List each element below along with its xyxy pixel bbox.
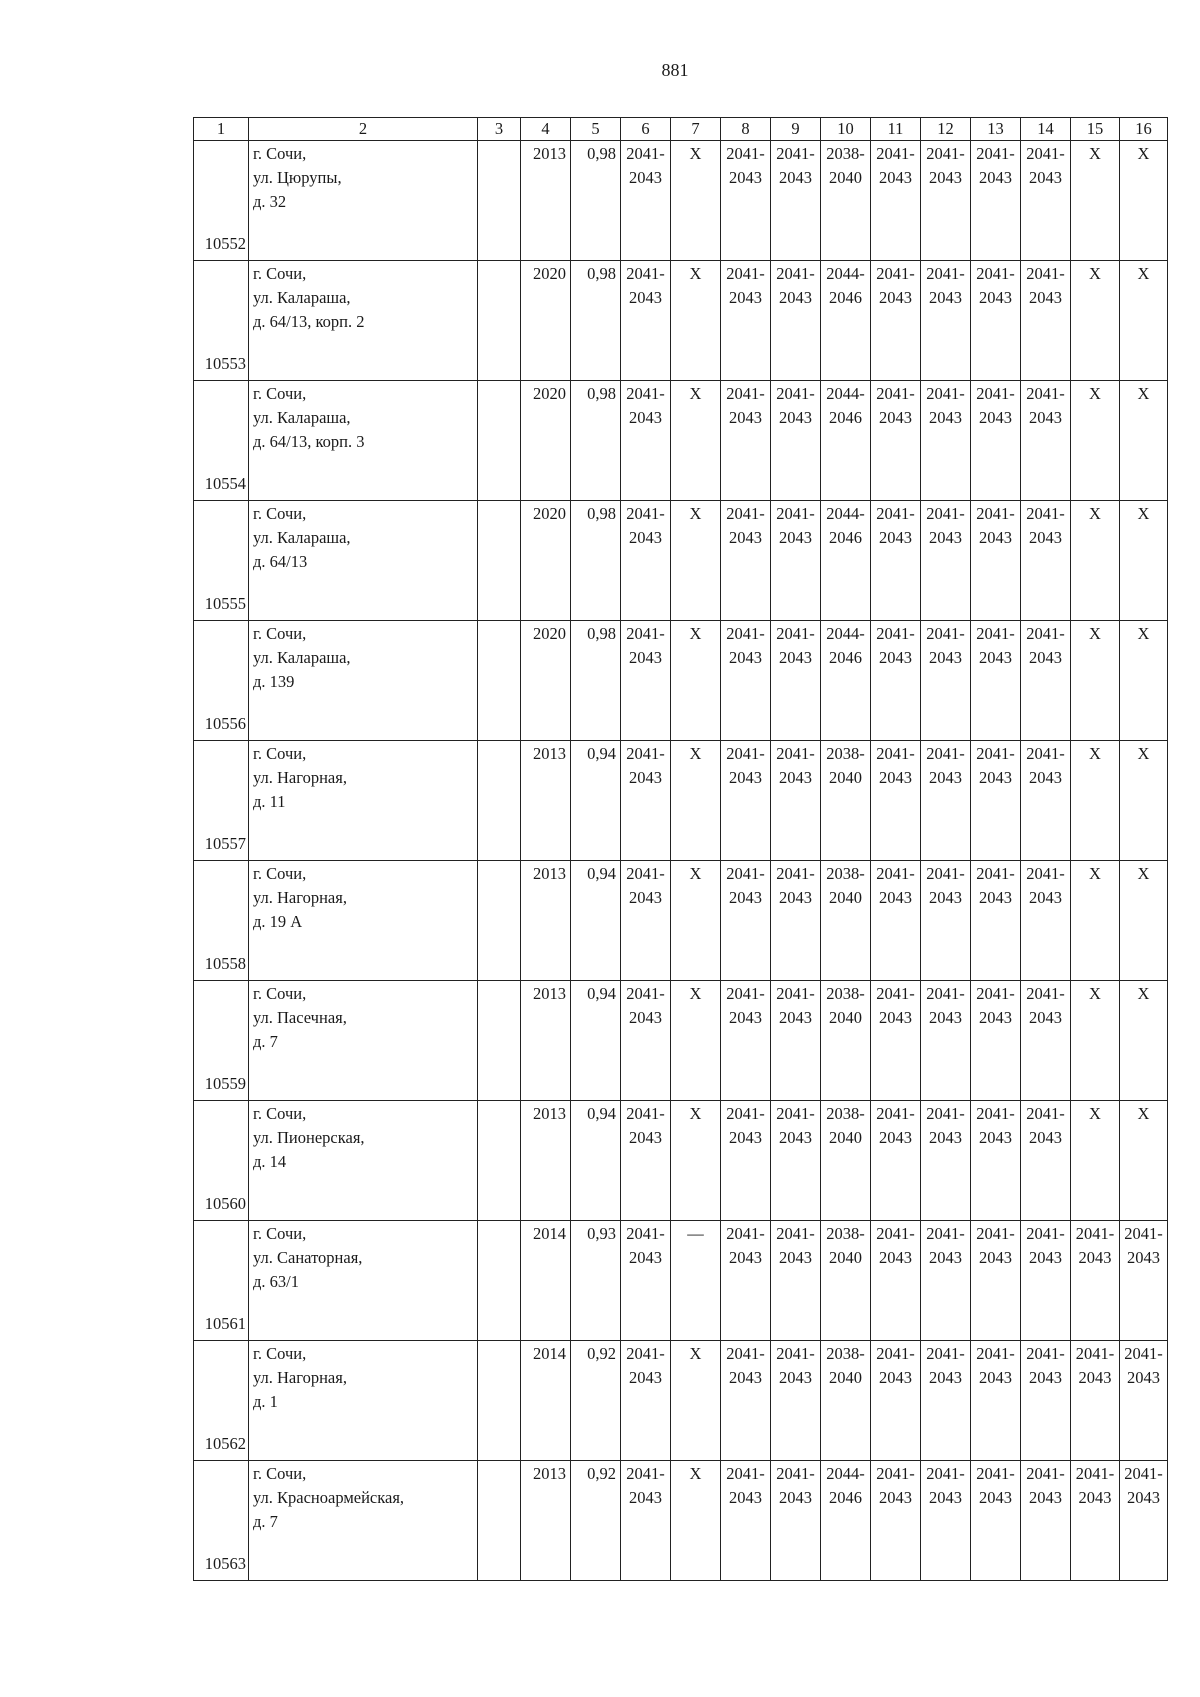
cell-col-3 xyxy=(478,741,521,861)
cell-col-11: 2041- 2043 xyxy=(871,1221,921,1341)
cell-col-9: 2041- 2043 xyxy=(771,261,821,381)
address-line: д. 64/13, корп. 2 xyxy=(253,312,365,331)
cell-col-14: 2041- 2043 xyxy=(1021,1101,1071,1221)
cell-col-12: 2041- 2043 xyxy=(921,381,971,501)
cell-col-7: X xyxy=(671,981,721,1101)
cell-col-12: 2041- 2043 xyxy=(921,741,971,861)
column-header: 3 xyxy=(478,118,521,141)
address-line: ул. Нагорная, xyxy=(253,768,347,787)
cell-col-7: X xyxy=(671,1341,721,1461)
address-line: г. Сочи, xyxy=(253,144,307,163)
column-header: 5 xyxy=(571,118,621,141)
cell-col-15: X xyxy=(1071,261,1120,381)
row-number: 10558 xyxy=(194,861,249,981)
address-line: д. 32 xyxy=(253,192,287,211)
cell-col-13: 2041- 2043 xyxy=(971,1101,1021,1221)
row-number: 10559 xyxy=(194,981,249,1101)
cell-col-5: 0,94 xyxy=(571,861,621,981)
cell-col-10: 2044- 2046 xyxy=(821,381,871,501)
cell-col-5: 0,98 xyxy=(571,621,621,741)
address-line: г. Сочи, xyxy=(253,504,307,523)
cell-col-8: 2041- 2043 xyxy=(721,501,771,621)
column-header: 4 xyxy=(521,118,571,141)
cell-col-11: 2041- 2043 xyxy=(871,261,921,381)
cell-col-10: 2038- 2040 xyxy=(821,141,871,261)
cell-col-4: 2013 xyxy=(521,141,571,261)
cell-col-3 xyxy=(478,1341,521,1461)
cell-col-6: 2041- 2043 xyxy=(621,261,671,381)
column-header: 7 xyxy=(671,118,721,141)
address-line: ул. Красноармейская, xyxy=(253,1488,405,1507)
address-line: г. Сочи, xyxy=(253,384,307,403)
cell-col-12: 2041- 2043 xyxy=(921,141,971,261)
address-line: г. Сочи, xyxy=(253,1224,307,1243)
cell-col-11: 2041- 2043 xyxy=(871,1461,921,1581)
cell-col-9: 2041- 2043 xyxy=(771,981,821,1101)
cell-col-13: 2041- 2043 xyxy=(971,861,1021,981)
address-line: г. Сочи, xyxy=(253,1344,307,1363)
address-line: г. Сочи, xyxy=(253,1104,307,1123)
cell-col-16: X xyxy=(1120,861,1168,981)
table-row xyxy=(194,1341,1168,1461)
address-cell xyxy=(249,861,478,981)
cell-col-13: 2041- 2043 xyxy=(971,741,1021,861)
cell-col-15: X xyxy=(1071,861,1120,981)
cell-col-4: 2013 xyxy=(521,741,571,861)
address-line: г. Сочи, xyxy=(253,864,307,883)
cell-col-7: X xyxy=(671,381,721,501)
row-number: 10562 xyxy=(194,1341,249,1461)
cell-col-10: 2038- 2040 xyxy=(821,741,871,861)
cell-col-16: 2041- 2043 xyxy=(1120,1221,1168,1341)
table-row xyxy=(194,861,1168,981)
cell-col-5: 0,98 xyxy=(571,261,621,381)
cell-col-13: 2041- 2043 xyxy=(971,381,1021,501)
cell-col-4: 2014 xyxy=(521,1341,571,1461)
cell-col-6: 2041- 2043 xyxy=(621,1221,671,1341)
address-line: д. 63/1 xyxy=(253,1272,299,1291)
cell-col-14: 2041- 2043 xyxy=(1021,141,1071,261)
column-header: 1 xyxy=(194,118,249,141)
cell-col-6: 2041- 2043 xyxy=(621,501,671,621)
address-line: д. 7 xyxy=(253,1512,278,1531)
row-number: 10561 xyxy=(194,1221,249,1341)
cell-col-9: 2041- 2043 xyxy=(771,141,821,261)
cell-col-4: 2013 xyxy=(521,1461,571,1581)
cell-col-11: 2041- 2043 xyxy=(871,621,921,741)
cell-col-16: X xyxy=(1120,141,1168,261)
cell-col-5: 0,98 xyxy=(571,141,621,261)
cell-col-3 xyxy=(478,1461,521,1581)
address-cell xyxy=(249,1341,478,1461)
cell-col-3 xyxy=(478,1221,521,1341)
cell-col-12: 2041- 2043 xyxy=(921,621,971,741)
column-header: 8 xyxy=(721,118,771,141)
address-line: д. 1 xyxy=(253,1392,278,1411)
cell-col-12: 2041- 2043 xyxy=(921,261,971,381)
cell-col-5: 0,92 xyxy=(571,1341,621,1461)
cell-col-10: 2038- 2040 xyxy=(821,861,871,981)
cell-col-4: 2020 xyxy=(521,381,571,501)
cell-col-6: 2041- 2043 xyxy=(621,1341,671,1461)
cell-col-10: 2044- 2046 xyxy=(821,261,871,381)
cell-col-7: X xyxy=(671,861,721,981)
table-row xyxy=(194,141,1168,261)
cell-col-6: 2041- 2043 xyxy=(621,981,671,1101)
address-cell xyxy=(249,261,478,381)
cell-col-11: 2041- 2043 xyxy=(871,1341,921,1461)
address-cell xyxy=(249,741,478,861)
cell-col-16: X xyxy=(1120,381,1168,501)
cell-col-14: 2041- 2043 xyxy=(1021,381,1071,501)
cell-col-7: X xyxy=(671,621,721,741)
cell-col-11: 2041- 2043 xyxy=(871,501,921,621)
cell-col-9: 2041- 2043 xyxy=(771,741,821,861)
cell-col-9: 2041- 2043 xyxy=(771,381,821,501)
cell-col-5: 0,94 xyxy=(571,981,621,1101)
cell-col-3 xyxy=(478,621,521,741)
cell-col-6: 2041- 2043 xyxy=(621,141,671,261)
cell-col-15: X xyxy=(1071,141,1120,261)
address-cell xyxy=(249,501,478,621)
address-cell xyxy=(249,981,478,1101)
column-header: 16 xyxy=(1120,118,1168,141)
cell-col-7: X xyxy=(671,261,721,381)
cell-col-4: 2014 xyxy=(521,1221,571,1341)
table-row xyxy=(194,741,1168,861)
row-number: 10560 xyxy=(194,1101,249,1221)
address-line: ул. Калараша, xyxy=(253,408,351,427)
cell-col-4: 2020 xyxy=(521,621,571,741)
cell-col-14: 2041- 2043 xyxy=(1021,621,1071,741)
cell-col-8: 2041- 2043 xyxy=(721,981,771,1101)
cell-col-13: 2041- 2043 xyxy=(971,501,1021,621)
address-line: д. 139 xyxy=(253,672,295,691)
table-row xyxy=(194,381,1168,501)
address-line: г. Сочи, xyxy=(253,744,307,763)
row-number: 10553 xyxy=(194,261,249,381)
cell-col-12: 2041- 2043 xyxy=(921,1341,971,1461)
address-line: д. 11 xyxy=(253,792,286,811)
cell-col-7: X xyxy=(671,501,721,621)
cell-col-7: X xyxy=(671,741,721,861)
cell-col-8: 2041- 2043 xyxy=(721,861,771,981)
cell-col-12: 2041- 2043 xyxy=(921,1101,971,1221)
cell-col-4: 2020 xyxy=(521,501,571,621)
column-header: 15 xyxy=(1071,118,1120,141)
header-row xyxy=(194,118,1168,141)
cell-col-14: 2041- 2043 xyxy=(1021,501,1071,621)
cell-col-15: X xyxy=(1071,1101,1120,1221)
cell-col-14: 2041- 2043 xyxy=(1021,741,1071,861)
cell-col-14: 2041- 2043 xyxy=(1021,1221,1071,1341)
table-row xyxy=(194,1461,1168,1581)
cell-col-14: 2041- 2043 xyxy=(1021,261,1071,381)
cell-col-14: 2041- 2043 xyxy=(1021,1341,1071,1461)
cell-col-12: 2041- 2043 xyxy=(921,1221,971,1341)
address-cell xyxy=(249,141,478,261)
cell-col-5: 0,92 xyxy=(571,1461,621,1581)
cell-col-13: 2041- 2043 xyxy=(971,981,1021,1101)
cell-col-10: 2038- 2040 xyxy=(821,981,871,1101)
cell-col-13: 2041- 2043 xyxy=(971,141,1021,261)
address-cell xyxy=(249,381,478,501)
row-number: 10563 xyxy=(194,1461,249,1581)
cell-col-10: 2038- 2040 xyxy=(821,1101,871,1221)
cell-col-5: 0,94 xyxy=(571,1101,621,1221)
cell-col-13: 2041- 2043 xyxy=(971,261,1021,381)
cell-col-12: 2041- 2043 xyxy=(921,1461,971,1581)
address-line: д. 7 xyxy=(253,1032,278,1051)
cell-col-10: 2038- 2040 xyxy=(821,1221,871,1341)
cell-col-5: 0,98 xyxy=(571,381,621,501)
address-cell xyxy=(249,1101,478,1221)
table-row xyxy=(194,501,1168,621)
cell-col-8: 2041- 2043 xyxy=(721,1341,771,1461)
row-number: 10556 xyxy=(194,621,249,741)
cell-col-10: 2044- 2046 xyxy=(821,501,871,621)
table-row xyxy=(194,621,1168,741)
cell-col-16: X xyxy=(1120,621,1168,741)
cell-col-15: X xyxy=(1071,741,1120,861)
cell-col-3 xyxy=(478,501,521,621)
cell-col-8: 2041- 2043 xyxy=(721,141,771,261)
cell-col-16: X xyxy=(1120,1101,1168,1221)
cell-col-8: 2041- 2043 xyxy=(721,1221,771,1341)
cell-col-15: X xyxy=(1071,621,1120,741)
table-row xyxy=(194,981,1168,1101)
cell-col-11: 2041- 2043 xyxy=(871,861,921,981)
address-line: д. 64/13 xyxy=(253,552,308,571)
cell-col-9: 2041- 2043 xyxy=(771,501,821,621)
cell-col-15: X xyxy=(1071,981,1120,1101)
cell-col-7: X xyxy=(671,141,721,261)
address-line: ул. Калараша, xyxy=(253,288,351,307)
cell-col-9: 2041- 2043 xyxy=(771,861,821,981)
cell-col-9: 2041- 2043 xyxy=(771,621,821,741)
address-cell xyxy=(249,621,478,741)
cell-col-15: 2041- 2043 xyxy=(1071,1221,1120,1341)
address-line: ул. Цюрупы, xyxy=(253,168,342,187)
cell-col-6: 2041- 2043 xyxy=(621,741,671,861)
cell-col-12: 2041- 2043 xyxy=(921,981,971,1101)
cell-col-16: X xyxy=(1120,741,1168,861)
address-line: г. Сочи, xyxy=(253,264,307,283)
address-line: г. Сочи, xyxy=(253,1464,307,1483)
cell-col-14: 2041- 2043 xyxy=(1021,861,1071,981)
cell-col-16: 2041- 2043 xyxy=(1120,1341,1168,1461)
column-header: 11 xyxy=(871,118,921,141)
cell-col-11: 2041- 2043 xyxy=(871,981,921,1101)
address-line: ул. Калараша, xyxy=(253,528,351,547)
cell-col-5: 0,93 xyxy=(571,1221,621,1341)
cell-col-16: X xyxy=(1120,981,1168,1101)
cell-col-13: 2041- 2043 xyxy=(971,621,1021,741)
cell-col-6: 2041- 2043 xyxy=(621,621,671,741)
cell-col-6: 2041- 2043 xyxy=(621,1461,671,1581)
address-line: ул. Пионерская, xyxy=(253,1128,365,1147)
cell-col-14: 2041- 2043 xyxy=(1021,981,1071,1101)
page-number: 881 xyxy=(661,60,689,80)
cell-col-10: 2044- 2046 xyxy=(821,1461,871,1581)
cell-col-3 xyxy=(478,141,521,261)
cell-col-7: X xyxy=(671,1101,721,1221)
address-line: ул. Пасечная, xyxy=(253,1008,347,1027)
address-line: ул. Калараша, xyxy=(253,648,351,667)
address-cell xyxy=(249,1461,478,1581)
cell-col-13: 2041- 2043 xyxy=(971,1341,1021,1461)
cell-col-11: 2041- 2043 xyxy=(871,741,921,861)
column-header: 13 xyxy=(971,118,1021,141)
cell-col-9: 2041- 2043 xyxy=(771,1341,821,1461)
cell-col-7: — xyxy=(671,1221,721,1341)
cell-col-15: 2041- 2043 xyxy=(1071,1461,1120,1581)
cell-col-8: 2041- 2043 xyxy=(721,1101,771,1221)
cell-col-8: 2041- 2043 xyxy=(721,621,771,741)
cell-col-8: 2041- 2043 xyxy=(721,1461,771,1581)
cell-col-16: X xyxy=(1120,501,1168,621)
column-header: 10 xyxy=(821,118,871,141)
column-header: 6 xyxy=(621,118,671,141)
cell-col-3 xyxy=(478,261,521,381)
data-table xyxy=(193,117,1168,1581)
cell-col-7: X xyxy=(671,1461,721,1581)
row-number: 10557 xyxy=(194,741,249,861)
cell-col-10: 2038- 2040 xyxy=(821,1341,871,1461)
address-line: ул. Нагорная, xyxy=(253,888,347,907)
table-row xyxy=(194,1101,1168,1221)
column-header: 12 xyxy=(921,118,971,141)
address-line: ул. Санаторная, xyxy=(253,1248,363,1267)
cell-col-12: 2041- 2043 xyxy=(921,861,971,981)
cell-col-6: 2041- 2043 xyxy=(621,1101,671,1221)
row-number: 10554 xyxy=(194,381,249,501)
cell-col-5: 0,94 xyxy=(571,741,621,861)
cell-col-16: 2041- 2043 xyxy=(1120,1461,1168,1581)
cell-col-4: 2020 xyxy=(521,261,571,381)
column-header: 2 xyxy=(249,118,478,141)
cell-col-16: X xyxy=(1120,261,1168,381)
cell-col-4: 2013 xyxy=(521,981,571,1101)
cell-col-4: 2013 xyxy=(521,1101,571,1221)
cell-col-3 xyxy=(478,1101,521,1221)
cell-col-9: 2041- 2043 xyxy=(771,1101,821,1221)
address-line: д. 14 xyxy=(253,1152,287,1171)
cell-col-15: 2041- 2043 xyxy=(1071,1341,1120,1461)
cell-col-8: 2041- 2043 xyxy=(721,381,771,501)
cell-col-12: 2041- 2043 xyxy=(921,501,971,621)
address-cell xyxy=(249,1221,478,1341)
column-header: 9 xyxy=(771,118,821,141)
table-row xyxy=(194,1221,1168,1341)
cell-col-11: 2041- 2043 xyxy=(871,1101,921,1221)
address-line: г. Сочи, xyxy=(253,984,307,1003)
cell-col-3 xyxy=(478,381,521,501)
cell-col-11: 2041- 2043 xyxy=(871,141,921,261)
cell-col-3 xyxy=(478,981,521,1101)
cell-col-15: X xyxy=(1071,501,1120,621)
row-number: 10555 xyxy=(194,501,249,621)
cell-col-5: 0,98 xyxy=(571,501,621,621)
cell-col-6: 2041- 2043 xyxy=(621,861,671,981)
cell-col-15: X xyxy=(1071,381,1120,501)
cell-col-14: 2041- 2043 xyxy=(1021,1461,1071,1581)
address-line: д. 19 А xyxy=(253,912,303,931)
table-row xyxy=(194,261,1168,381)
column-header: 14 xyxy=(1021,118,1071,141)
cell-col-10: 2044- 2046 xyxy=(821,621,871,741)
cell-col-6: 2041- 2043 xyxy=(621,381,671,501)
row-number: 10552 xyxy=(194,141,249,261)
cell-col-8: 2041- 2043 xyxy=(721,261,771,381)
cell-col-3 xyxy=(478,861,521,981)
cell-col-9: 2041- 2043 xyxy=(771,1221,821,1341)
cell-col-11: 2041- 2043 xyxy=(871,381,921,501)
cell-col-13: 2041- 2043 xyxy=(971,1461,1021,1581)
cell-col-8: 2041- 2043 xyxy=(721,741,771,861)
cell-col-13: 2041- 2043 xyxy=(971,1221,1021,1341)
address-line: д. 64/13, корп. 3 xyxy=(253,432,365,451)
address-line: г. Сочи, xyxy=(253,624,307,643)
address-line: ул. Нагорная, xyxy=(253,1368,347,1387)
cell-col-9: 2041- 2043 xyxy=(771,1461,821,1581)
cell-col-4: 2013 xyxy=(521,861,571,981)
